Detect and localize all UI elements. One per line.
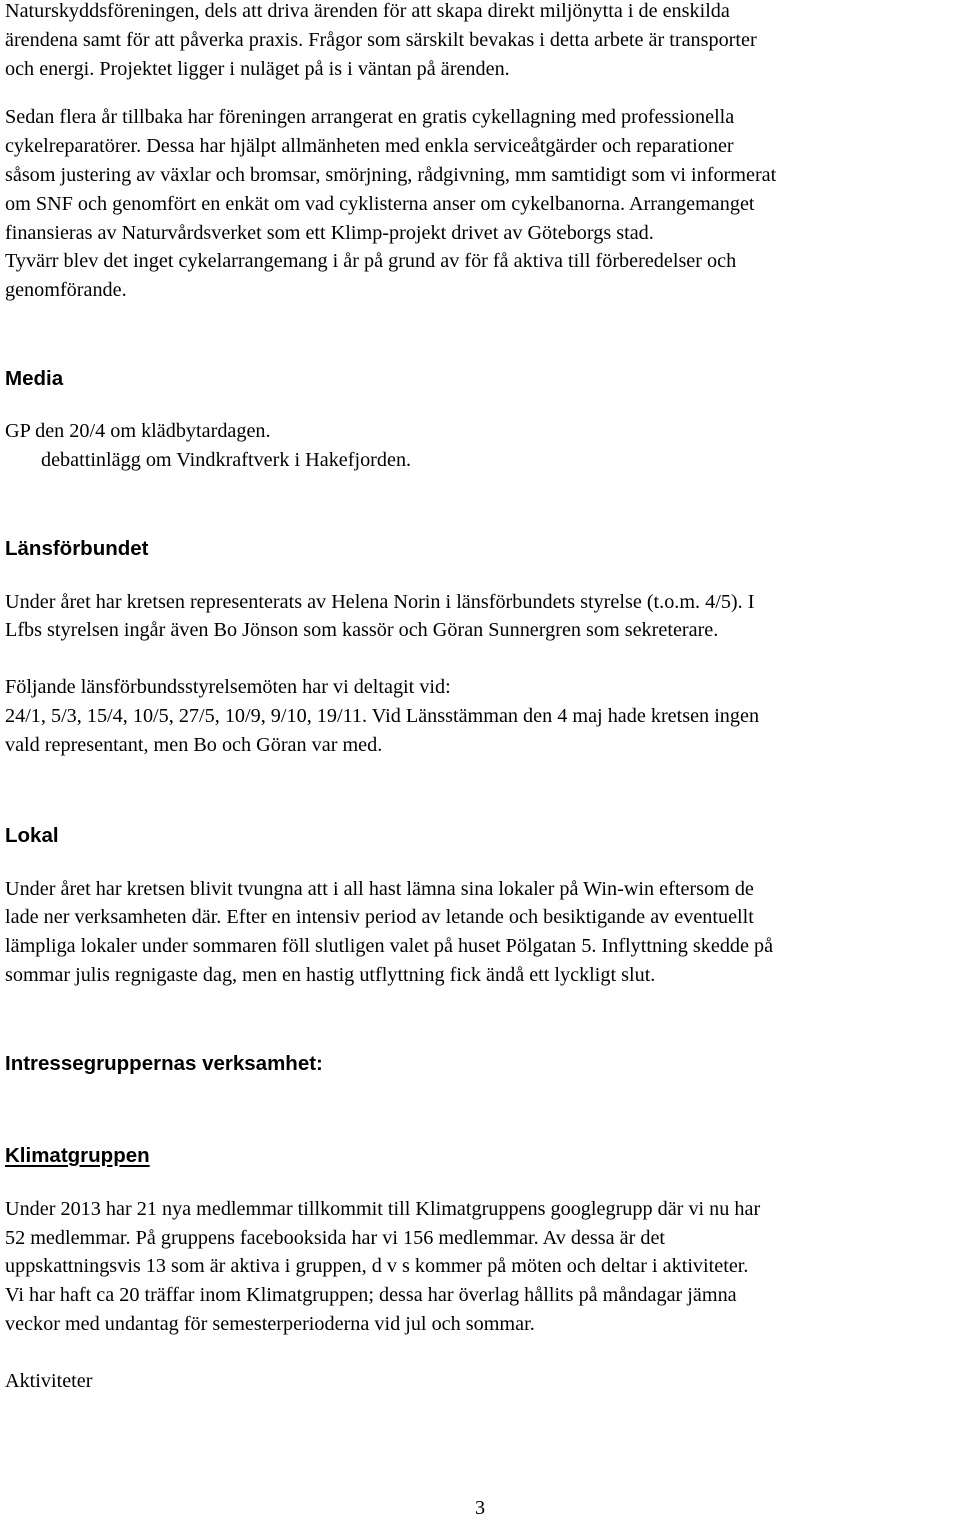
text-line: cykelreparatörer. Dessa har hjälpt allmänheten med enkla serviceåtgärder och reparationer <box>5 135 734 158</box>
media-item: debattinlägg om Vindkraftverk i Hakefjorden. <box>41 448 412 471</box>
lokal-paragraph <box>5 875 957 990</box>
text-line: finansieras av Naturvårdsverket som ett Klimp-projekt drivet av Göteborgs stad. <box>5 221 654 244</box>
text-line: ärendena samt för att påverka praxis. Frågor som särskilt bevakas i detta arbete är transporter <box>5 28 757 51</box>
text-line: Under året har kretsen representerats av Helena Norin i länsförbundets styrelse (t.o.m. 4/5). I <box>5 590 755 613</box>
text-line: Vi har haft ca 20 träffar inom Klimatgruppen; dessa har överlag hållits på måndagar jämna <box>5 1284 737 1307</box>
klimatgruppen-heading: Klimatgruppen <box>5 1143 150 1167</box>
document-page <box>5 0 957 1396</box>
text-line: Sedan flera år tillbaka har föreningen arrangerat en gratis cykellagning med professionella <box>5 106 735 129</box>
aktiviteter-subheading: Aktiviteter <box>5 1369 93 1392</box>
text-line: vald representant, men Bo och Göran var med. <box>5 733 383 756</box>
text-line: Under 2013 har 21 nya medlemmar tillkommit till Klimatgruppens googlegrupp där vi nu har <box>5 1197 761 1220</box>
media-item: GP den 20/4 om klädbytardagen. <box>5 419 271 442</box>
text-line: om SNF och genomfört en enkät om vad cyklisterna anser om cykelbanorna. Arrangemanget <box>5 192 755 215</box>
lokal-heading: Lokal <box>5 823 59 847</box>
page-number: 3 <box>474 1497 486 1519</box>
lansforbundet-heading: Länsförbundet <box>5 536 149 560</box>
text-line: uppskattningsvis 13 som är aktiva i gruppen, d v s kommer på möten och deltar i aktiviteter. <box>5 1255 749 1278</box>
text-line: veckor med undantag för semesterperioderna vid jul och sommar. <box>5 1312 535 1335</box>
text-line: såsom justering av växlar och bromsar, smörjning, rådgivning, mm samtidigt som vi informerat <box>5 163 777 186</box>
text-line: genomförande. <box>5 279 127 302</box>
text-line: 52 medlemmar. På gruppens facebooksida har vi 156 medlemmar. Av dessa är det <box>5 1226 666 1249</box>
text-line: sommar julis regnigaste dag, men en hastig utflyttning fick ändå ett lyckligt slut. <box>5 963 656 986</box>
media-heading: Media <box>5 366 64 390</box>
lansforbundet-paragraph-2 <box>5 673 957 759</box>
text-line: Naturskyddsföreningen, dels att driva ärenden för att skapa direkt miljönytta i de enskilda <box>5 0 730 22</box>
text-line: Följande länsförbundsstyrelsemöten har vi deltagit vid: <box>5 676 451 699</box>
text-line: 24/1, 5/3, 15/4, 10/5, 27/5, 10/9, 9/10, 19/11. Vid Länsstämman den 4 maj hade kretsen ingen <box>5 704 760 727</box>
intressegrupper-heading: Intressegruppernas verksamhet: <box>5 1051 323 1075</box>
lansforbundet-paragraph-1 <box>5 588 957 646</box>
cykel-paragraph <box>5 103 957 305</box>
text-line: och energi. Projektet ligger i nuläget på is i väntan på ärenden. <box>5 57 510 80</box>
text-line: Under året har kretsen blivit tvungna att i all hast lämna sina lokaler på Win-win eftersom de <box>5 877 754 900</box>
media-list <box>5 417 957 475</box>
klimatgruppen-paragraph <box>5 1195 957 1339</box>
text-line: Tyvärr blev det inget cykelarrangemang i år på grund av för få aktiva till förberedelser och <box>5 250 737 273</box>
intro-paragraph <box>5 0 957 83</box>
text-line: lämpliga lokaler under sommaren föll slutligen valet på huset Pölgatan 5. Inflyttning skedde på <box>5 935 774 958</box>
text-line: Lfbs styrelsen ingår även Bo Jönson som kassör och Göran Sunnergren som sekreterare. <box>5 619 719 642</box>
text-line: lade ner verksamheten där. Efter en intensiv period av letande och besiktigande av eventuellt <box>5 906 754 929</box>
